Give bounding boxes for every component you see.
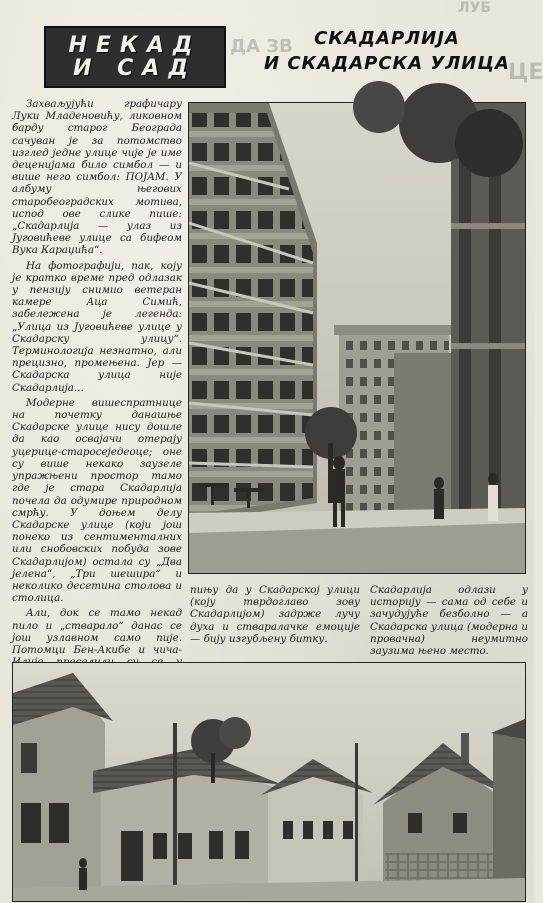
article-column-3 bbox=[370, 584, 528, 658]
bleed-through-text-left: ДА ЗВ bbox=[230, 36, 293, 57]
bleed-through-text-top: ЛУБ bbox=[458, 0, 492, 16]
logo-line-1: НЕКАД bbox=[68, 33, 202, 58]
article-headline bbox=[246, 26, 528, 76]
article-paragraph: Захваљујући графичару Луки Младеновићу, ликовном барду старог Београда сачуван је за потомство изглед једне улице чије је име деценијама било симбол — и више него симбол: ПОЈАМ. У албуму његових старобеоградских мотива, испод ове слике пише: „Скадарлија — улаз из Југовићеве улице са бифеом Вука Караџића“. bbox=[12, 98, 182, 257]
photo-modern-street bbox=[188, 102, 526, 574]
article-paragraph: На фотографији, пак, коју је кратко време пред одлазак у пензију снимио ветеран камере Аца Симић, забележена је легенда: „Улица из Југовићеве улице у Скадарску улицу“. Терминологија незнатно, али прецизно, промењена. Јер — Скадарска улица није Скадарлија... bbox=[12, 259, 182, 394]
article-column-1 bbox=[12, 98, 182, 656]
headline-line-1: СКАДАРЛИЈА bbox=[314, 28, 460, 49]
article-paragraph: Скадарлија одлази у историју — сама од себе и зачудујуће безболно — а Скадарска улица (модерна и провачна) неумитно заузима њено место. bbox=[370, 584, 528, 658]
section-logo bbox=[44, 26, 226, 88]
article-column-2 bbox=[190, 584, 360, 654]
article-paragraph: Али, док се тамо некад пило и „стварало“ данас се још узлавном само пије. Потомци Бен-Акибе и чича- bbox=[12, 607, 182, 656]
logo-line-2: И САД bbox=[73, 56, 197, 81]
headline-line-2: И СКАДАРСКА УЛИЦА bbox=[264, 53, 510, 74]
bleed-through-text-right: ЦЕ bbox=[508, 60, 543, 85]
article-paragraph: Модерне вишеспратнице на почетку данашње Скадарске улице нису дошле да као освајачи отерају уцерице-старосеједеоце; оне су више некако заузеле упражњени простор тамо где је стара Скадарлија почела да одумире природном смрћу. У доњем делу Скадарске улице (који још понеко из сентименталних или снобовских побуда зове Скадарлијом) остала су „Два јелена“, „Три шешира“ и неколико десетина столова и столица. bbox=[12, 396, 182, 605]
article-paragraph: пињу да у Скадарској улици (коју тврдоглаво зову Скадарлијом) задрже лучу духа и стваралачке емоције — бију изгубљену битку. bbox=[190, 584, 360, 645]
photo-old-skadarlija bbox=[12, 662, 526, 902]
